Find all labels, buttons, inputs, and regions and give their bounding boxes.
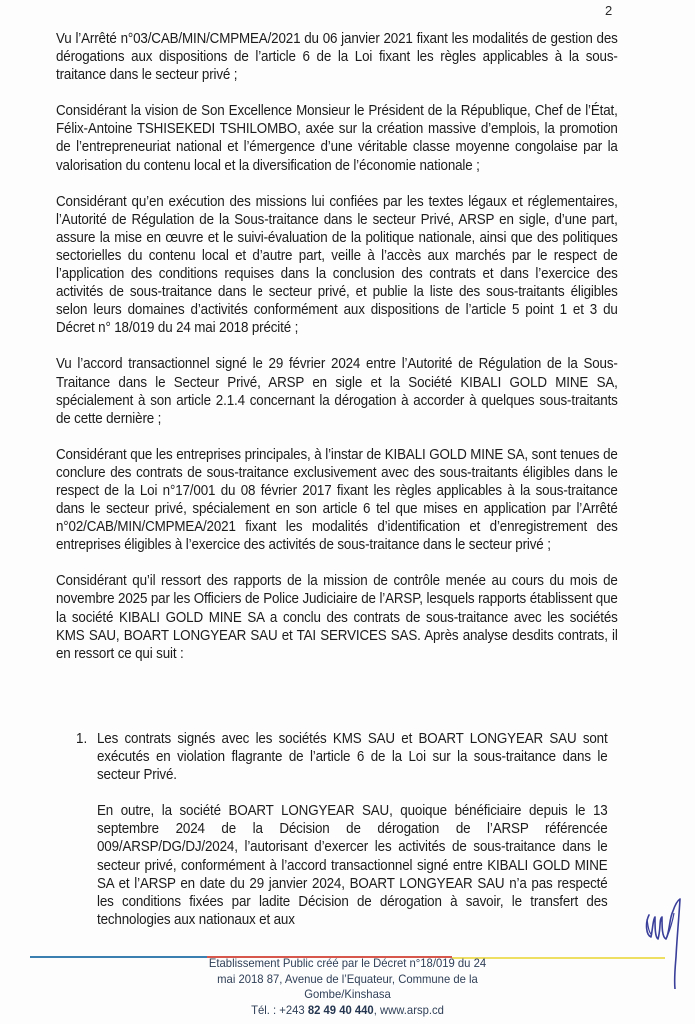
footer-phone-prefix: Tél. : +243 (251, 1002, 308, 1017)
paragraph-rapports-mission: Considérant qu’il ressort des rapports de la mission de contrôle menée au cours du mois de novembre 2025 par les Officiers de Police Judiciaire de l’ARSP, lesquels rapports établissent que la société KIBALI GOLD MINE SA a conclu des contrats de sous-traitance avec les sociétés KMS SAU, BOART LONGYEAR SAU et TAI SERVICES SAS. Après analyse desdits contrats, il en ressort ce qui suit : (56, 573, 618, 662)
list-item-body (97, 730, 608, 947)
footer-establishment: Etablissement Public créé par le Décret n°18/019 du 24 (208, 956, 487, 970)
paragraph-entreprises-principales: Considérant que les entreprises principales, à l’instar de KIBALI GOLD MINE SA, sont tenues de conclure des contrats de sous-traitance exclusivement avec des sous-traitants éligibles dans le respect de la Loi n°17/001 du 08 février 2017 fixant les règles applicables à la sous-traitance dans le secteur privé, spécialement en son article 6 tel que mises en application par l’Arrêté n°02/CAB/MIN/CMPMEA/2021 fixant les modalités d’identification et d’enregistrement des entreprises éligibles à l’exercice des activités de sous-traitance dans le secteur privé ; (56, 446, 618, 554)
document-body (56, 30, 618, 681)
footer-phone-number: 82 49 40 440 (307, 1002, 374, 1017)
paragraph-vu-arrete-03: Vu l’Arrêté n°03/CAB/MIN/CMPMEA/2021 du 06 janvier 2021 fixant les modalités de gestion des dérogations aux dispositions de l’article 6 de la Loi fixant les règles applicables à la sous-traitance dans le secteur privé ; (56, 31, 618, 84)
paragraph-vision-president: Considérant la vision de Son Excellence Monsieur le Président de la République, Chef de l’État, Félix-Antoine TSHISEKEDI TSHILOMBO, axée sur la création massive d’emplois, la promotion de l’entrepreneuriat national et l’émergence d’une véritable classe moyenne congolaise par la valorisation du contenu local et la diversification de l’économie nationale ; (56, 103, 618, 174)
footer-address: mai 2018 87, Avenue de l’Equateur, Commune de la (217, 971, 478, 986)
footer-contact (21, 1003, 674, 1019)
list-number: 1. (76, 731, 88, 747)
list-paragraph-en-outre: En outre, la société BOART LONGYEAR SAU, quoique bénéficiaire depuis le 13 septembre 2024 de la Décision de dérogation de l’ARSP référencée 009/ARSP/DG/DJ/2024, l’autorisant d’exercer les activités de sous-traitance dans le secteur privé, conformément à l’accord transactionnel signé entre KIBALI GOLD MINE SA et l’ARSP en date du 29 janvier 2024, BOART LONGYEAR SAU n’a pas respecté les conditions fixées par ladite Décision de dérogation à savoir, le transfert des technologies aux nationaux et aux (97, 803, 608, 928)
footer-city: Gombe/Kinshasa (304, 987, 391, 1002)
findings-list (76, 730, 608, 947)
page-number: 2 (605, 3, 613, 18)
paragraph-missions-arsp: Considérant qu’en exécution des missions lui confiées par les textes légaux et réglementaires, l’Autorité de Régulation de la Sous-traitance dans le secteur Privé, ARSP en sigle, d’une part, assure la mise en œuvre et le suivi-évaluation de la politique nationale, ainsi que des politiques sectorielles du contenu local et d’autre part, veille à l’accès aux marchés par le respect de l’application des conditions requises dans la conclusion des contrats et dans l’exercice des activités de sous-traitance dans le secteur privé, et publie la liste des sous-traitants éligibles selon leurs domaines d’activités conformément aux dispositions de l’article 5 point 1 et 3 du Décret n° 18/019 du 24 mai 2018 précité ; (56, 193, 618, 337)
footer-website: , www.arsp.cd (373, 1002, 444, 1017)
paragraph-accord-transactionnel: Vu l’accord transactionnel signé le 29 février 2024 entre l’Autorité de Régulation de la Sous-Traitance dans le Secteur Privé, ARSP en sigle et la Société KIBALI GOLD MINE SA, spécialement à son article 2.1.4 concernant la dérogation à accorder à quelques sous-traitants de cette dernière ; (56, 356, 618, 427)
footer (0, 956, 695, 1018)
list-paragraph-contrats: Les contrats signés avec les sociétés KMS SAU et BOART LONGYEAR SAU sont exécutés en violation flagrante de l’article 6 de la Loi sur la sous-traitance dans le secteur Privé. (97, 731, 608, 784)
list-item (76, 730, 608, 947)
